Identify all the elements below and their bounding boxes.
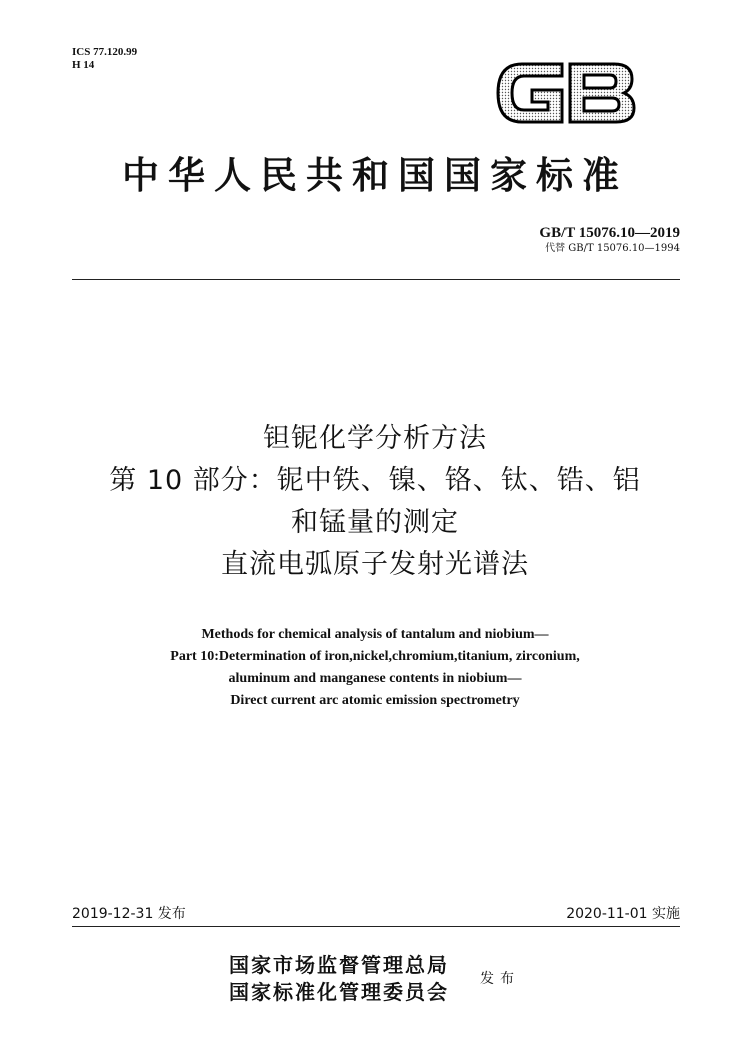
english-title-line-4: Direct current arc atomic emission spectrometry	[230, 693, 520, 708]
standard-type-title: 中华人民共和国国家标准	[122, 153, 628, 197]
footer-divider	[72, 926, 680, 927]
chinese-title-line-1: 钽铌化学分析方法	[263, 423, 487, 454]
ics-code: ICS 77.120.99	[72, 46, 138, 58]
gb-logo-graphic	[492, 58, 640, 128]
issuer-sac: 国家标准化管理委员会	[229, 980, 449, 1004]
english-title-line-3: aluminum and manganese contents in niobium—	[228, 671, 522, 686]
publish-label: 发布	[480, 971, 520, 987]
issuer-samr: 国家市场监督管理总局	[229, 953, 449, 977]
header-divider	[72, 279, 680, 280]
ccs-code: H 14	[72, 59, 95, 71]
classification-codes	[72, 46, 137, 72]
standard-number: GB/T 15076.10—2019	[539, 225, 680, 241]
english-title	[0, 624, 750, 712]
chinese-title-line-3: 和锰量的测定	[291, 507, 459, 538]
standard-code-block	[539, 224, 680, 255]
english-title-line-2: Part 10:Determination of iron,nickel,chromium,titanium, zirconium,	[170, 649, 580, 664]
chinese-title-line-4: 直流电弧原子发射光谱法	[221, 549, 529, 580]
chinese-title-line-2: 第 10 部分：铌中铁、镍、铬、钛、锆、铝	[109, 465, 641, 496]
publish-date: 2019-12-31 发布	[72, 906, 186, 922]
english-title-line-1: Methods for chemical analysis of tantalum and niobium—	[201, 627, 549, 642]
gb-standard-logo-icon	[492, 58, 640, 128]
replaces-standard: 代替 GB/T 15076.10—1994	[545, 243, 680, 254]
implementation-date: 2020-11-01 实施	[566, 906, 680, 922]
issuing-organizations	[229, 952, 449, 1006]
chinese-title	[0, 418, 750, 586]
